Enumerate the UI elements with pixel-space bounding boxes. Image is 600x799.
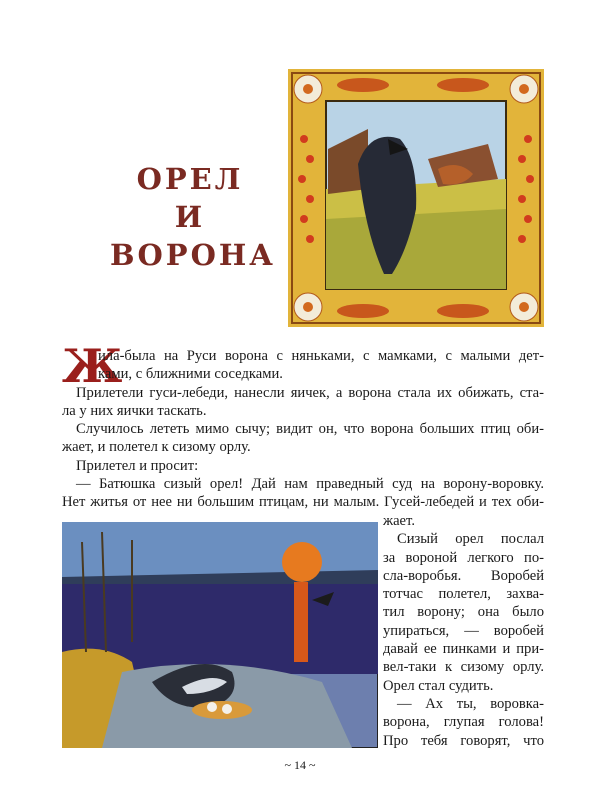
- text-line: вел-таки к сизому орлу.: [383, 659, 544, 676]
- text-line: жает, и полетел к сизому орлу.: [62, 439, 251, 456]
- title-line-2: И ВОРОНА: [110, 200, 276, 272]
- text-line: — Ах ты, воровка-: [397, 695, 544, 712]
- drop-cap: Ж: [62, 339, 123, 393]
- page-number: ~ 14 ~: [284, 758, 316, 772]
- text-line: жает.: [383, 513, 415, 529]
- text-line: Случилось лететь мимо сычу; видит он, что ворона больших птиц оби-: [76, 421, 544, 438]
- text-line: Сизый орел послал: [397, 531, 544, 548]
- text-line: Прилетели гуси-лебеди, нанесли яичек, а ворона стала их обижать, ста-: [76, 384, 544, 401]
- illustration-crow-frame: [288, 69, 544, 327]
- text-line: ила-была на Руси ворона с няньками, с мамками, с малыми дет-: [98, 348, 544, 364]
- text-line: давай ее пинками и при-: [383, 641, 544, 658]
- text-line: ками, с ближними соседками.: [98, 366, 283, 383]
- text-line: ла у них яички таскать.: [62, 402, 207, 419]
- text-line: сла-воробья. Воробей: [383, 567, 544, 584]
- story-body-top: [62, 347, 544, 512]
- illustration-crow-nest: [62, 522, 378, 748]
- story-body-column: [383, 512, 544, 750]
- text-line: Нет житья от нее ни большим птицам, ни малым. Гусей-лебедей и тех оби-: [62, 494, 544, 511]
- text-line: Про тебя говорят, что: [383, 732, 544, 749]
- story-title: [110, 160, 276, 274]
- text-line: Орел стал судить.: [383, 677, 494, 694]
- text-line: — Батюшка сизый орел! Дай нам праведный суд на ворону-воровку.: [76, 476, 544, 493]
- text-line: за вороной легкого по-: [383, 549, 544, 566]
- title-line-1: ОРЕЛ: [136, 162, 244, 196]
- text-line: тил ворону; она было: [383, 604, 544, 621]
- text-line: тотчас полетел, захва-: [383, 586, 544, 603]
- text-line: упираться, — воробей: [383, 622, 544, 639]
- text-line: ворона, глупая голова!: [383, 714, 544, 731]
- text-line: Прилетел и просит:: [76, 457, 199, 474]
